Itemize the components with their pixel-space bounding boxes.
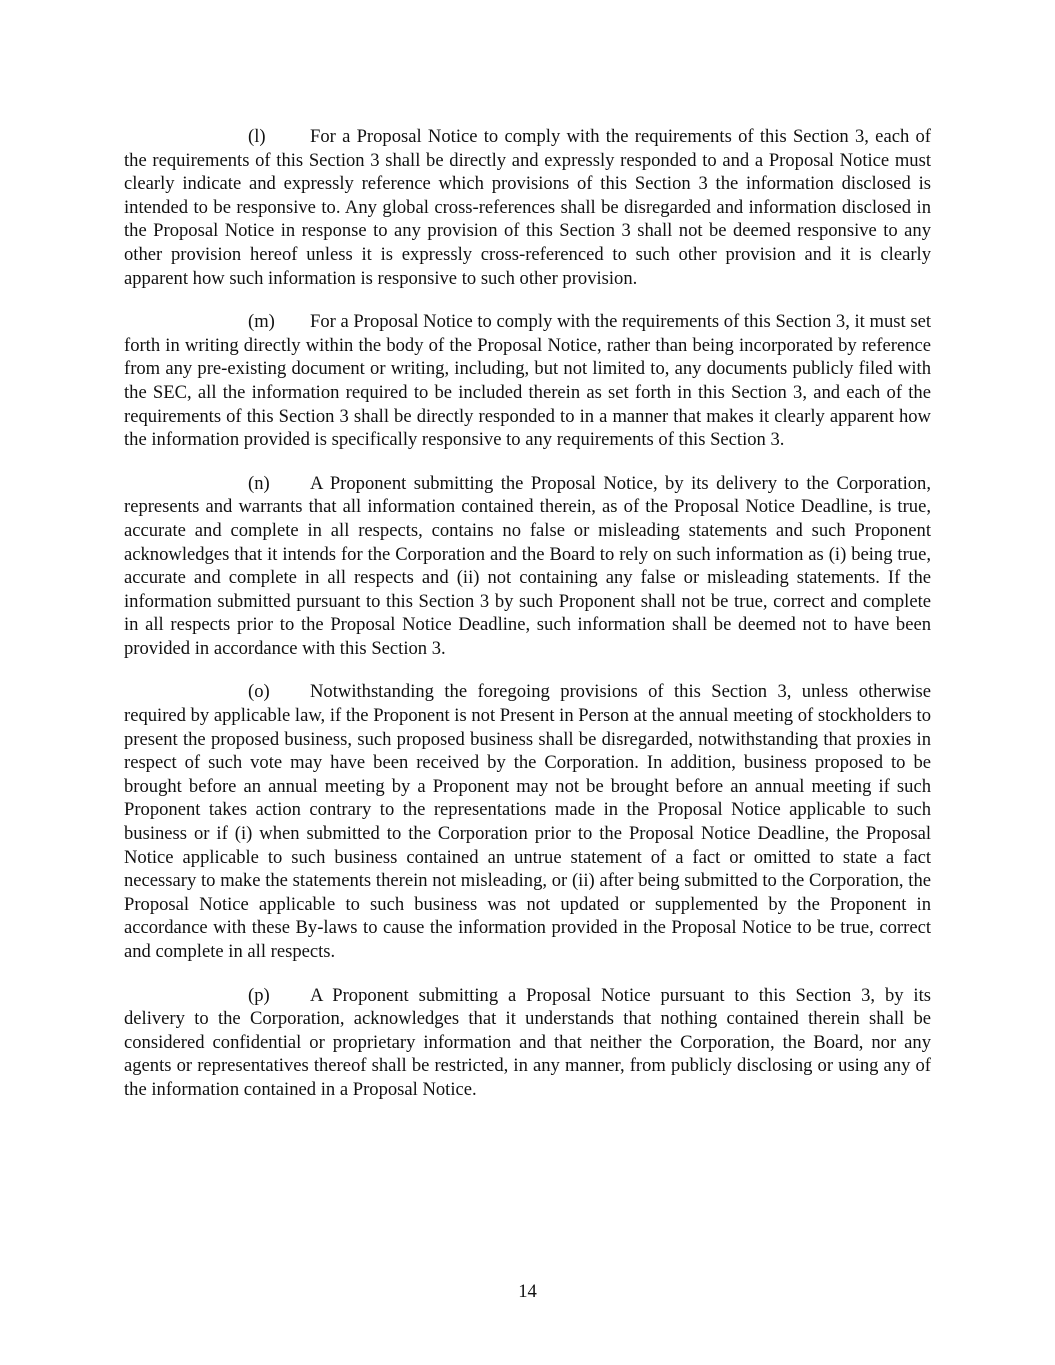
paragraph-p [124,984,931,1102]
paragraph-m [124,310,931,452]
paragraph-text: For a Proposal Notice to comply with the requirements of this Section 3, it must set forth in writing directly within the body of the Proposal Notice, rather than being incorporated by reference from any pre-existing document or writing, including, but not limited to, any documents publicly filed with the SEC, all the information required to be included therein as set forth in this Section 3, and each of the requirements of this Section 3 shall be directly responded to in a manner that makes it clearly apparent how the information provided is specifically responsive to any requirements of this Section 3. [124,311,931,451]
paragraph-o [124,680,931,963]
paragraph-text: A Proponent submitting the Proposal Notice, by its delivery to the Corporation, represents and warrants that all information contained therein, as of the Proposal Notice Deadline, is true, accurate and complete in all respects, contains no false or misleading statements and such Proponent acknowledges that it intends for the Corporation and the Board to rely on such information as (i) being true, accurate and complete in all respects and (ii) not containing any false or misleading statements. If the information submitted pursuant to this Section 3 by such Proponent shall not be true, correct and complete in all respects prior to the Proposal Notice Deadline, such information shall be deemed not to have been provided in accordance with this Section 3. [124,472,931,659]
paragraph-marker: (n) [248,472,270,494]
paragraph-n [124,472,931,661]
paragraph-marker: (m) [248,311,275,333]
paragraph-marker: (l) [248,126,266,147]
paragraph-l [124,125,931,290]
page-number: 14 [518,1281,537,1302]
document-body [124,125,931,1122]
paragraph-text: Notwithstanding the foregoing provisions of this Section 3, unless otherwise required by applicable law, if the Proponent is not Present in Person at the annual meeting of stockholders to present the proposed business, such proposed business shall be disregarded, notwithstanding that proxies in respect of such vote may have been received by the Corporation. In addition, business proposed to be brought before an annual meeting by a Proponent may not be brought before an annual meeting if such Proponent takes action contrary to the representations made in the Proposal Notice applicable to such business or if (i) when submitted to the Corporation prior to the Proposal Notice Deadline, the Proposal Notice applicable to such business contained an untrue statement of a fact or omitted to state a fact necessary to make the statements therein not misleading, or (ii) after being submitted to the Corporation, the Proposal Notice applicable to such business was not updated or supplemented by the Proponent in accordance with these By-laws to cause the information provided in the Proposal Notice to be true, correct and complete in all respects. [124,681,931,962]
paragraph-marker: (p) [248,984,270,1006]
paragraph-marker: (o) [248,681,270,703]
paragraph-text: A Proponent submitting a Proposal Notice pursuant to this Section 3, by its delivery to the Corporation, acknowledges that it understands that nothing contained therein shall be considered confidential or proprietary information and that neither the Corporation, the Board, nor any agents or representatives thereof shall be restricted, in any manner, from publicly disclosing or using any of the information contained in a Proposal Notice. [124,984,931,1100]
paragraph-text: For a Proposal Notice to comply with the requirements of this Section 3, each of the requirements of this Section 3 shall be directly and expressly responded to and a Proposal Notice must clearly indicate and expressly reference which provisions of this Section 3 the information disclosed is intended to be responsive to. Any global cross-references shall be disregarded and information disclosed in the Proposal Notice in response to any provision of this Section 3 shall not be deemed responsive to any other provision hereof unless it is expressly cross-referenced to such other provision and it is clearly apparent how such information is responsive to such other provision. [124,126,931,289]
